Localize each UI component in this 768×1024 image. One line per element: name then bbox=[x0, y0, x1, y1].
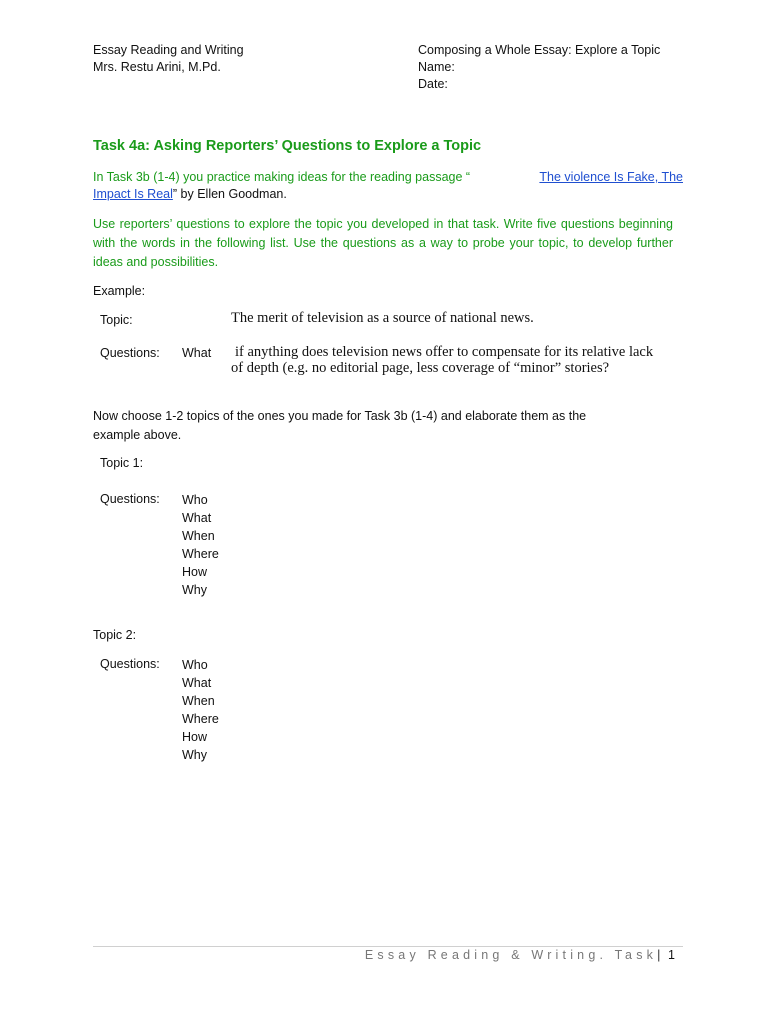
intro-author: ” by Ellen Goodman. bbox=[172, 187, 287, 201]
task-heading: Task 4a: Asking Reporters’ Questions to Explore a Topic bbox=[93, 138, 482, 154]
instruction2-line-2: example above. bbox=[93, 428, 182, 442]
topic1-question-words bbox=[182, 491, 219, 599]
header-task-title: Composing a Whole Essay: Explore a Topic bbox=[418, 43, 661, 57]
example-questions-label: Questions: bbox=[100, 346, 160, 360]
header-course: Essay Reading and Writing bbox=[93, 43, 244, 57]
topic1-word-how: How bbox=[182, 565, 208, 579]
topic2-word-what: What bbox=[182, 676, 212, 690]
topic2-word-why: Why bbox=[182, 748, 207, 762]
topic1-questions-label: Questions: bbox=[100, 492, 160, 506]
intro-text: In Task 3b (1-4) you practice making ideas for the reading passage “ bbox=[93, 170, 471, 184]
footer-separator: | bbox=[657, 948, 661, 962]
example-label: Example: bbox=[93, 284, 146, 298]
header-name-label: Name: bbox=[418, 60, 455, 74]
instruction2-line-1: Now choose 1-2 topics of the ones you made for Task 3b (1-4) and elaborate them as the bbox=[93, 409, 587, 423]
passage-link-part2[interactable]: Impact Is Real bbox=[93, 187, 173, 201]
instructions-paragraph: Use reporters’ questions to explore the topic you developed in that task. Write five questions beginning with the words in the following list. Use the questions as a way to probe your topic, to develop further ideas and possibilities. bbox=[93, 217, 673, 269]
footer-divider bbox=[93, 946, 683, 947]
passage-link-part1[interactable]: The violence Is Fake, The bbox=[539, 170, 683, 184]
topic2-word-who: Who bbox=[182, 658, 208, 672]
topic2-word-how: How bbox=[182, 730, 208, 744]
topic1-word-who: Who bbox=[182, 493, 208, 507]
example-topic-label: Topic: bbox=[100, 313, 133, 327]
topic1-label: Topic 1: bbox=[100, 456, 144, 470]
topic1-word-where: Where bbox=[182, 547, 219, 561]
page-number: 1 bbox=[668, 948, 675, 962]
example-question-line-2: of depth (e.g. no editorial page, less coverage of “minor” stories? bbox=[231, 360, 610, 376]
footer bbox=[365, 948, 675, 962]
intro-line-1 bbox=[93, 169, 683, 186]
example-question-line-1: if anything does television news offer to compensate for its relative lack bbox=[235, 344, 654, 360]
intro-line-2 bbox=[93, 186, 683, 203]
footer-text: Essay Reading & Writing. Task bbox=[364, 948, 658, 962]
intro-paragraph bbox=[93, 169, 683, 203]
topic1-word-when: When bbox=[182, 529, 215, 543]
topic2-word-when: When bbox=[182, 694, 215, 708]
topic2-questions-label: Questions: bbox=[100, 657, 160, 671]
example-topic-text: The merit of television as a source of national news. bbox=[231, 310, 534, 326]
header-date-label: Date: bbox=[418, 77, 448, 91]
example-question-word: What bbox=[182, 346, 212, 360]
header-instructor: Mrs. Restu Arini, M.Pd. bbox=[93, 60, 221, 74]
topic2-label: Topic 2: bbox=[93, 628, 137, 642]
topic2-question-words bbox=[182, 656, 219, 764]
topic1-word-why: Why bbox=[182, 583, 207, 597]
topic2-word-where: Where bbox=[182, 712, 219, 726]
topic1-word-what: What bbox=[182, 511, 212, 525]
